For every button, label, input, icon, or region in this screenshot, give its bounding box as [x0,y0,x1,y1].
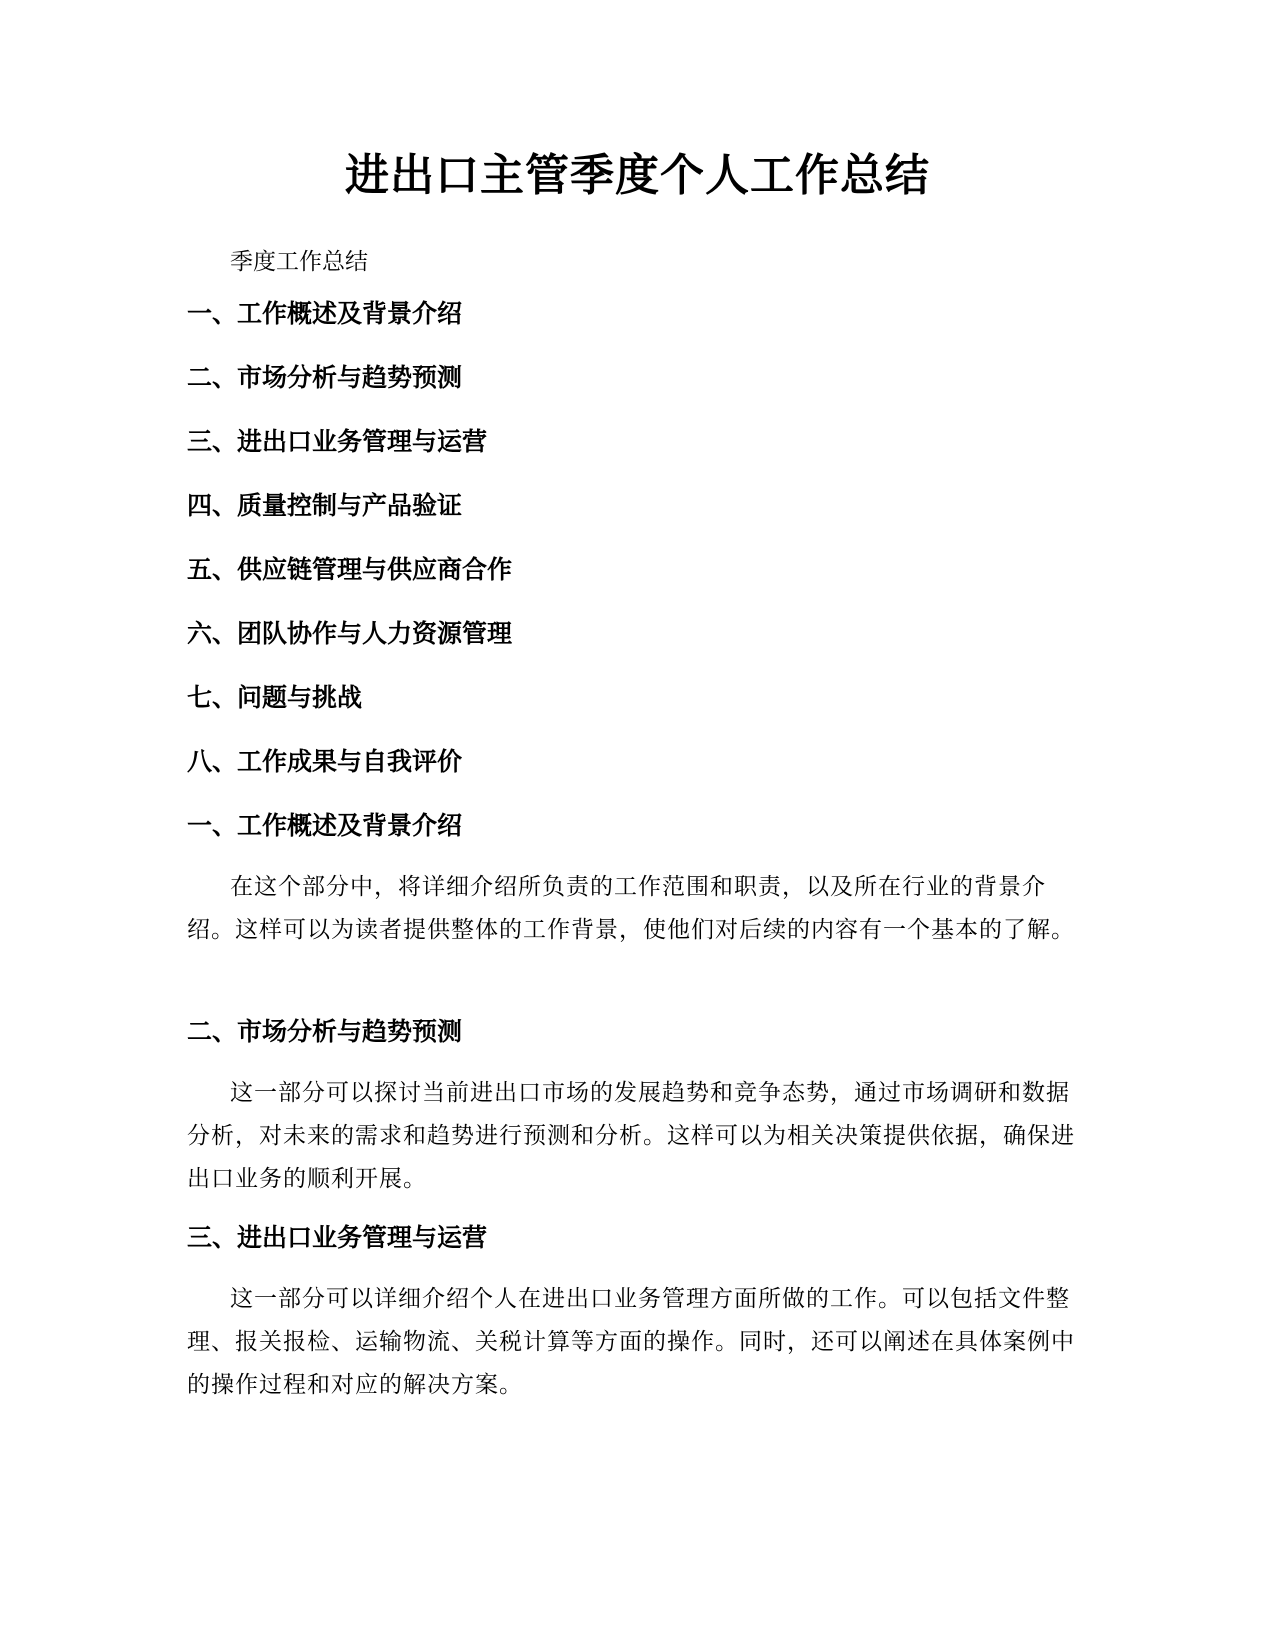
section-body: 这一部分可以详细介绍个人在进出口业务管理方面所做的工作。可以包括文件整理、报关报检、运输物流、关税计算等方面的操作。同时，还可以阐述在具体案例中的操作过程和对应的解决方案。 [187,1286,1075,1398]
section-body: 这一部分可以探讨当前进出口市场的发展趋势和竞争态势，通过市场调研和数据分析，对未来的需求和趋势进行预测和分析。这样可以为相关决策提供依据，确保进出口业务的顺利开展。 [187,1080,1075,1192]
toc-item: 三、进出口业务管理与运营 [187,427,488,456]
toc-item: 四、质量控制与产品验证 [187,491,463,520]
toc-item: 六、团队协作与人力资源管理 [187,619,513,648]
section-body: 在这个部分中，将详细介绍所负责的工作范围和职责，以及所在行业的背景介绍。这样可以为读者提供整体的工作背景，使他们对后续的内容有一个基本的了解。 [187,874,1075,943]
section-heading: 一、工作概述及背景介绍 [187,811,463,840]
toc-item: 八、工作成果与自我评价 [187,747,463,776]
document-title: 进出口主管季度个人工作总结 [345,150,930,201]
toc-item: 一、工作概述及背景介绍 [187,299,463,328]
section-heading: 三、进出口业务管理与运营 [187,1223,488,1252]
document-subtitle: 季度工作总结 [230,249,368,275]
section-heading: 二、市场分析与趋势预测 [187,1017,463,1046]
toc-item: 五、供应链管理与供应商合作 [187,555,513,584]
toc-item: 二、市场分析与趋势预测 [187,363,463,392]
toc-item: 七、问题与挑战 [187,683,363,712]
